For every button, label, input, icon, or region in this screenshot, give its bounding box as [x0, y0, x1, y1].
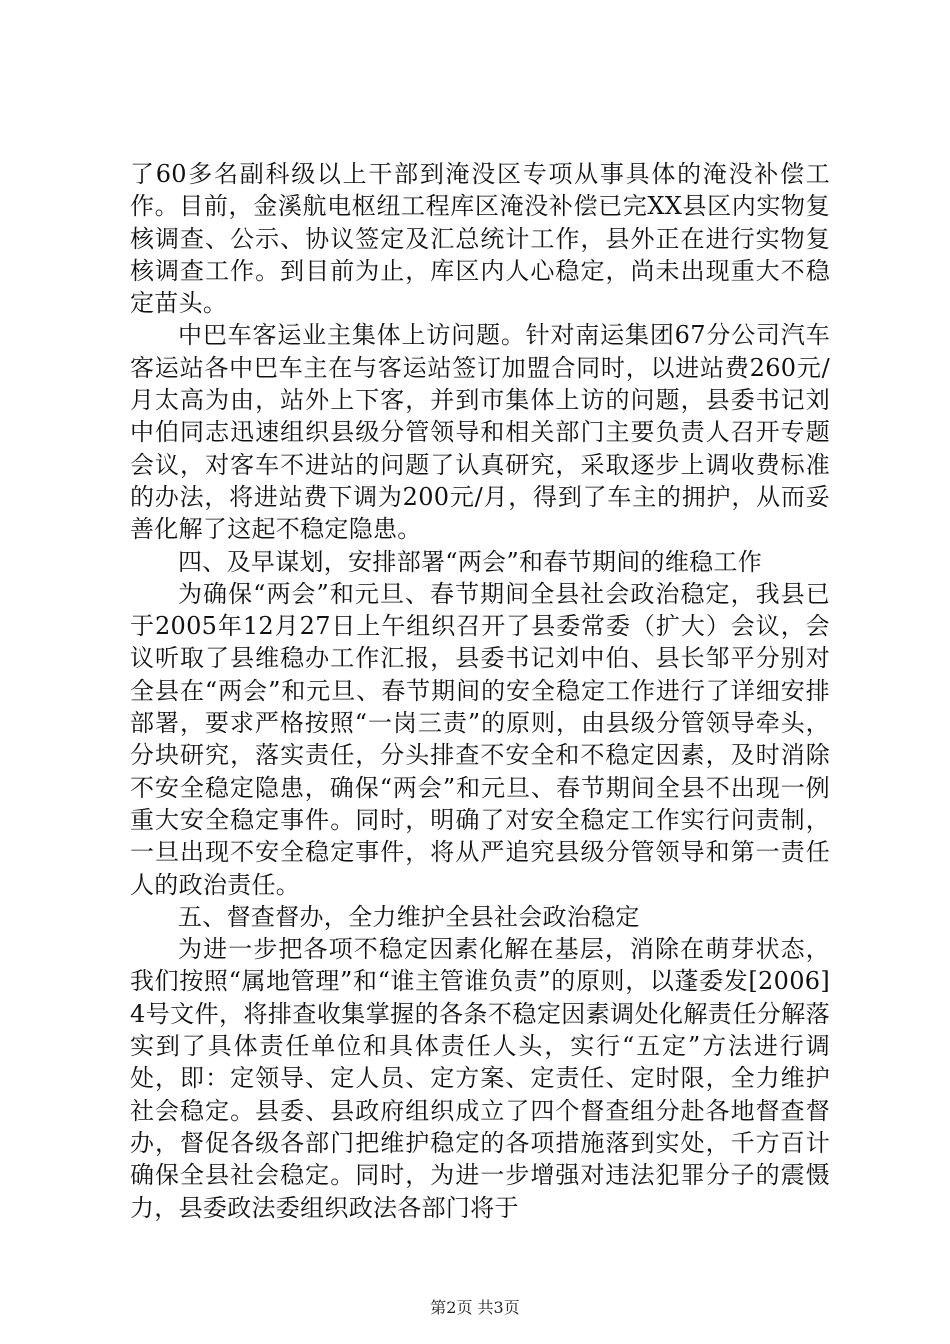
section-heading-five: 五、督查督办，全力维护全县社会政治稳定	[178, 902, 640, 931]
paragraph-minibus-petition: 中巴车客运业主集体上访问题。针对南运集团67分公司汽车客运站各中巴车主在与客运站签订加盟合同时，以进站费260元/月太高为由，站外上下客，并到市集体上访的问题，县委书记刘中伯同志迅速组织县级分管领导和相关部门主要负责人召开专题会议，对客车不进站的问题了认真研究，采取逐步上调收费标准的办法，将进站费下调为200元/月，得到了车主的拥护，从而妥善化解了这起不稳定隐患。	[130, 321, 830, 544]
section-heading-four: 四、及早谋划，安排部署“两会”和春节期间的维稳工作	[178, 547, 763, 576]
page-footer: 第2页 共3页	[430, 1298, 520, 1317]
paragraph-supervision: 为进一步把各项不稳定因素化解在基层，消除在萌芽状态，我们按照“属地管理”和“谁主管谁负责”的原则，以蓬委发[2006]4号文件，将排查收集掌握的各条不稳定因素调处化解责任分解落实到了具体责任单位和具体责任人头，实行“五定”方法进行调处，即：定领导、定人员、定方案、定责任、定时限，全力维护社会稳定。县委、县政府组织成立了四个督查组分赴各地督查督办，督促各级各部门把维护稳定的各项措施落到实处，千方百计确保全县社会稳定。同时，为进一步增强对违法犯罪分子的震慑力，县委政法委组织政法各部门将于	[130, 935, 830, 1222]
paragraph-continuation: 了60多名副科级以上干部到淹没区专项从事具体的淹没补偿工作。目前，金溪航电枢纽工程库区淹没补偿已完XX县区内实物复核调查、公示、协议签定及汇总统计工作，县外正在进行实物复核调查工作。到目前为止，库区内人心稳定，尚未出现重大不稳定苗头。	[130, 160, 830, 318]
document-body	[130, 158, 830, 1224]
paragraph-holiday-stability: 为确保“两会”和元旦、春节期间全县社会政治稳定，我县已于2005年12月27日上午组织召开了县委常委（扩大）会议，会议听取了县维稳办工作汇报，县委书记刘中伯、县长邹平分别对全县在“两会”和元旦、春节期间的安全稳定工作进行了详细安排部署，要求严格按照“一岗三责”的原则，由县级分管领导牵头，分块研究，落实责任，分头排查不安全和不稳定因素，及时消除不安全稳定隐患，确保“两会”和元旦、春节期间全县不出现一例重大安全稳定事件。同时，明确了对安全稳定工作实行问责制，一旦出现不安全稳定事件，将从严追究县级分管领导和第一责任人的政治责任。	[130, 579, 830, 899]
